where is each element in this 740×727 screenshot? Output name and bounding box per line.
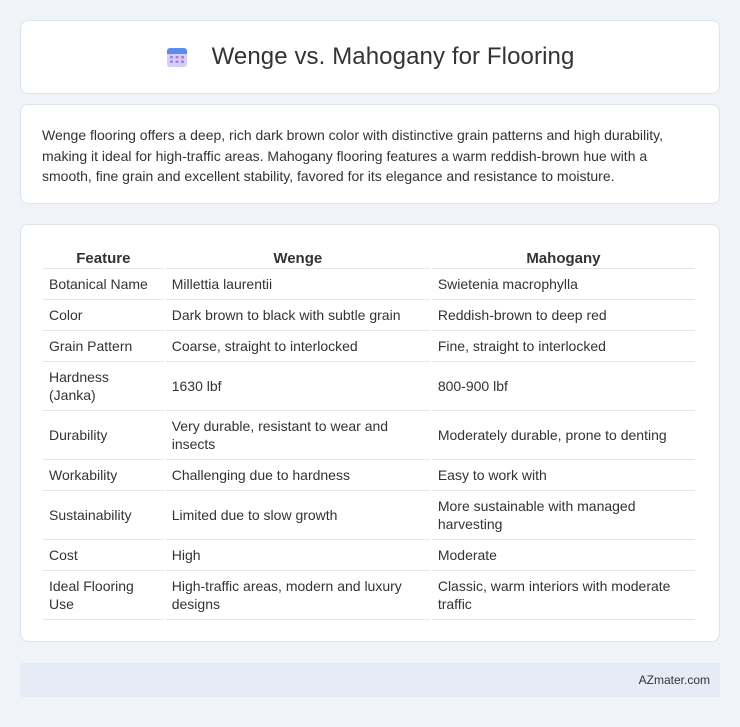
header-mahogany: Mahogany [432,245,695,269]
footer-text: AZmater.com [638,673,710,687]
header-feature: Feature [43,245,164,269]
cell-wenge: Millettia laurentii [166,269,430,300]
table-row [43,331,695,362]
table-header-row [43,245,695,269]
cell-mahogany: Easy to work with [432,460,695,491]
comparison-table [41,245,697,620]
cell-wenge: Dark brown to black with subtle grain [166,300,430,331]
cell-feature: Color [43,300,164,331]
cell-feature: Cost [43,540,164,571]
cell-feature: Botanical Name [43,269,164,300]
table-row [43,491,695,540]
table-row [43,300,695,331]
cell-feature: Ideal Flooring Use [43,571,164,620]
table-row [43,411,695,460]
header-wenge: Wenge [166,245,430,269]
footer [20,663,720,697]
calendar-icon [166,46,188,68]
cell-feature: Grain Pattern [43,331,164,362]
cell-mahogany: Moderately durable, prone to denting [432,411,695,460]
table-row [43,362,695,411]
cell-mahogany: Moderate [432,540,695,571]
cell-mahogany: Classic, warm interiors with moderate traffic [432,571,695,620]
cell-mahogany: Fine, straight to interlocked [432,331,695,362]
cell-feature: Sustainability [43,491,164,540]
cell-mahogany: Swietenia macrophylla [432,269,695,300]
intro-text: Wenge flooring offers a deep, rich dark brown color with distinctive grain patterns and high durability, making it ideal for high-traffic areas. Mahogany flooring features a warm reddish-brown hue with a smooth, fine grain and excellent stability, favored for its elegance and resistance to moisture. [42,127,664,184]
cell-wenge: Limited due to slow growth [166,491,430,540]
table-row [43,269,695,300]
cell-feature: Durability [43,411,164,460]
table-row [43,460,695,491]
cell-wenge: Coarse, straight to interlocked [166,331,430,362]
table-body [43,269,695,620]
comparison-card [20,224,720,642]
cell-mahogany: Reddish-brown to deep red [432,300,695,331]
table-row [43,571,695,620]
intro-card [20,104,720,204]
cell-feature: Workability [43,460,164,491]
cell-feature: Hardness (Janka) [43,362,164,411]
cell-wenge: 1630 lbf [166,362,430,411]
title-card [20,20,720,94]
cell-mahogany: 800-900 lbf [432,362,695,411]
cell-wenge: Very durable, resistant to wear and insects [166,411,430,460]
cell-mahogany: More sustainable with managed harvesting [432,491,695,540]
page-title: Wenge vs. Mahogany for Flooring [211,43,575,70]
cell-wenge: Challenging due to hardness [166,460,430,491]
table-row [43,540,695,571]
cell-wenge: High [166,540,430,571]
cell-wenge: High-traffic areas, modern and luxury designs [166,571,430,620]
